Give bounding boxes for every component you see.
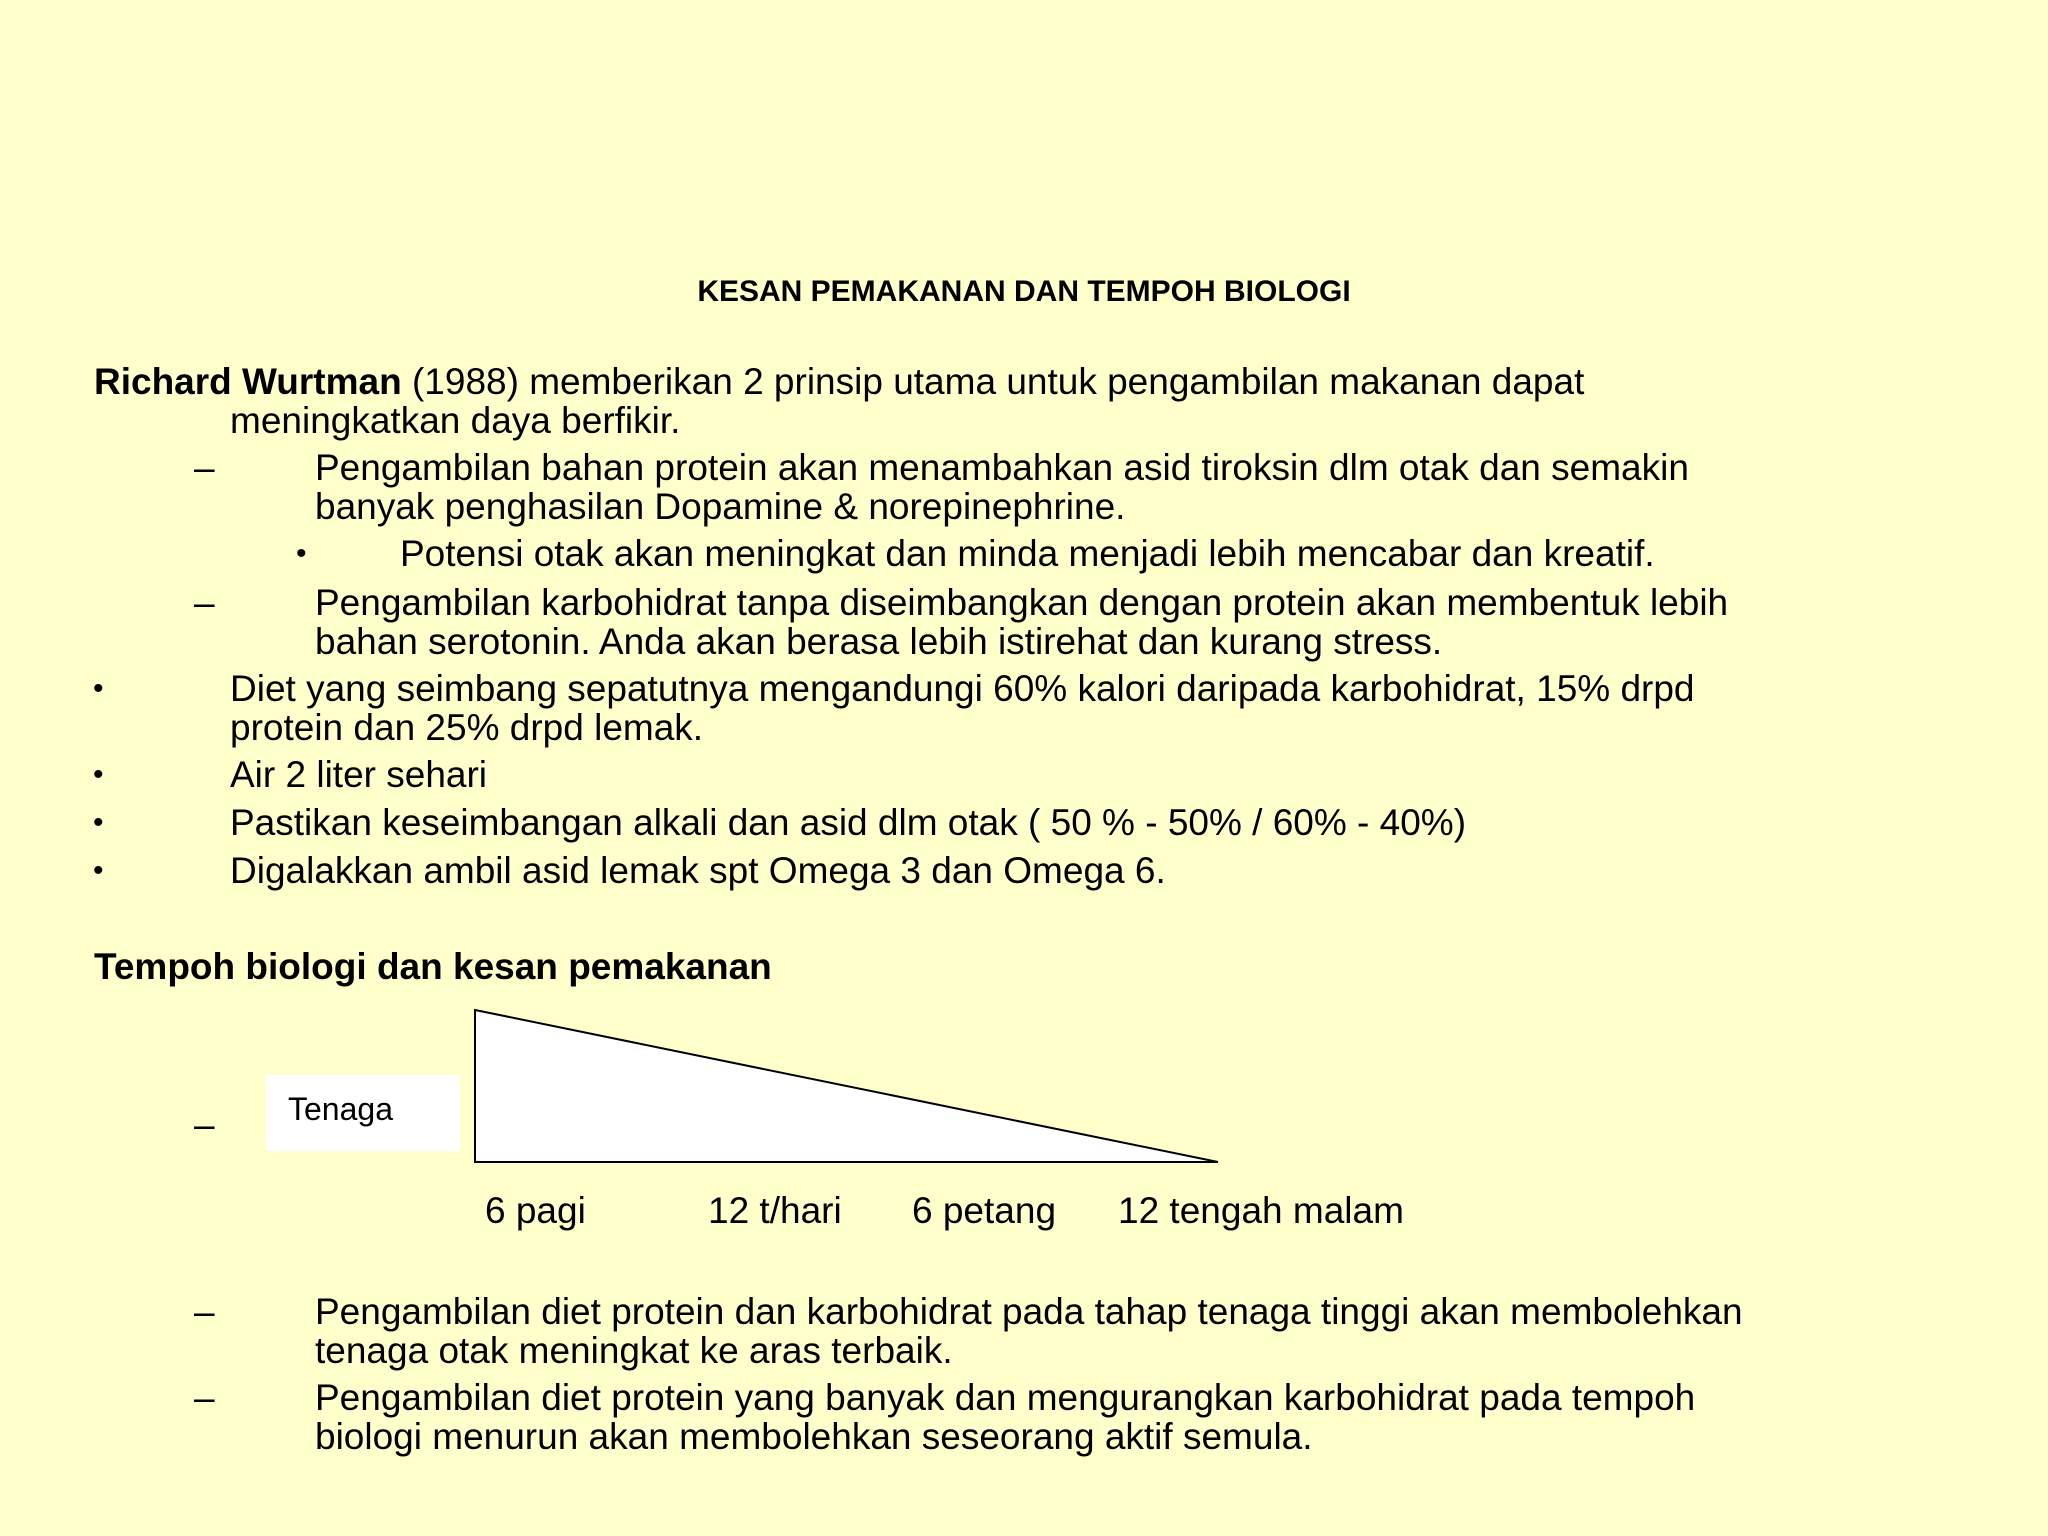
bullet-diet-line-1: Diet yang seimbang sepatutnya mengandungi 60% kalori daripada karbohidrat, 15% drpd [230,668,1695,709]
intro-text: (1988) memberikan 2 prinsip utama untuk pengambilan makanan dapat [401,361,1585,402]
slide-title: KESAN PEMAKANAN DAN TEMPOH BIOLOGI [697,275,1351,308]
bullet-omega: Digalakkan ambil asid lemak spt Omega 3 dan Omega 6. [230,850,1166,891]
intro-line-2: meningkatkan daya berfikir. [230,400,681,441]
bullet-marker: • [93,672,104,705]
time-label-12-t-hari: 12 t/hari [708,1190,842,1231]
intro-line-1 [94,363,1584,401]
point-tenaga-tinggi-line-2: tenaga otak meningkat ke aras terbaik. [315,1330,953,1371]
bullet-keseimbangan: Pastikan keseimbangan alkali dan asid dlm otak ( 50 % - 50% / 60% - 40%) [230,802,1467,843]
point-biologi-menurun-line-2: biologi menurun akan membolehkan seseorang aktif semula. [315,1416,1313,1457]
energy-graph [470,1000,1230,1170]
dash-marker: – [194,447,215,488]
sub-point-potensi: Potensi otak akan meningkat dan minda menjadi lebih mencabar dan kreatif. [400,533,1655,574]
point-tenaga-tinggi-line-1: Pengambilan diet protein dan karbohidrat pada tahap tenaga tinggi akan membolehkan [315,1291,1743,1332]
energy-decline-triangle [475,1010,1218,1162]
dash-marker: – [194,1291,215,1332]
author-name: Richard Wurtman [94,361,402,402]
point-karbohidrat-line-1: Pengambilan karbohidrat tanpa diseimbangkan dengan protein akan membentuk lebih [315,582,1729,623]
section-heading: Tempoh biologi dan kesan pemakanan [94,946,772,987]
bullet-marker: • [93,854,104,887]
time-label-6-petang: 6 petang [912,1190,1057,1231]
bullet-diet-line-2: protein dan 25% drpd lemak. [230,707,704,748]
time-label-6-pagi: 6 pagi [485,1190,586,1231]
time-label-12-tengah-malam: 12 tengah malam [1118,1190,1404,1231]
point-protein-line-1: Pengambilan bahan protein akan menambahkan asid tiroksin dlm otak dan semakin [315,447,1689,488]
dash-marker: – [194,1104,215,1145]
point-karbohidrat-line-2: bahan serotonin. Anda akan berasa lebih istirehat dan kurang stress. [315,621,1443,662]
bullet-marker: • [93,806,104,839]
point-protein-line-2: banyak penghasilan Dopamine & norepinephrine. [315,486,1126,527]
graph-y-label: Tenaga [266,1075,460,1151]
point-biologi-menurun-line-1: Pengambilan diet protein yang banyak dan mengurangkan karbohidrat pada tempoh [315,1377,1696,1418]
bullet-air: Air 2 liter sehari [230,754,488,795]
bullet-marker: • [296,537,307,570]
bullet-marker: • [93,758,104,791]
dash-marker: – [194,1377,215,1418]
dash-marker: – [194,582,215,623]
